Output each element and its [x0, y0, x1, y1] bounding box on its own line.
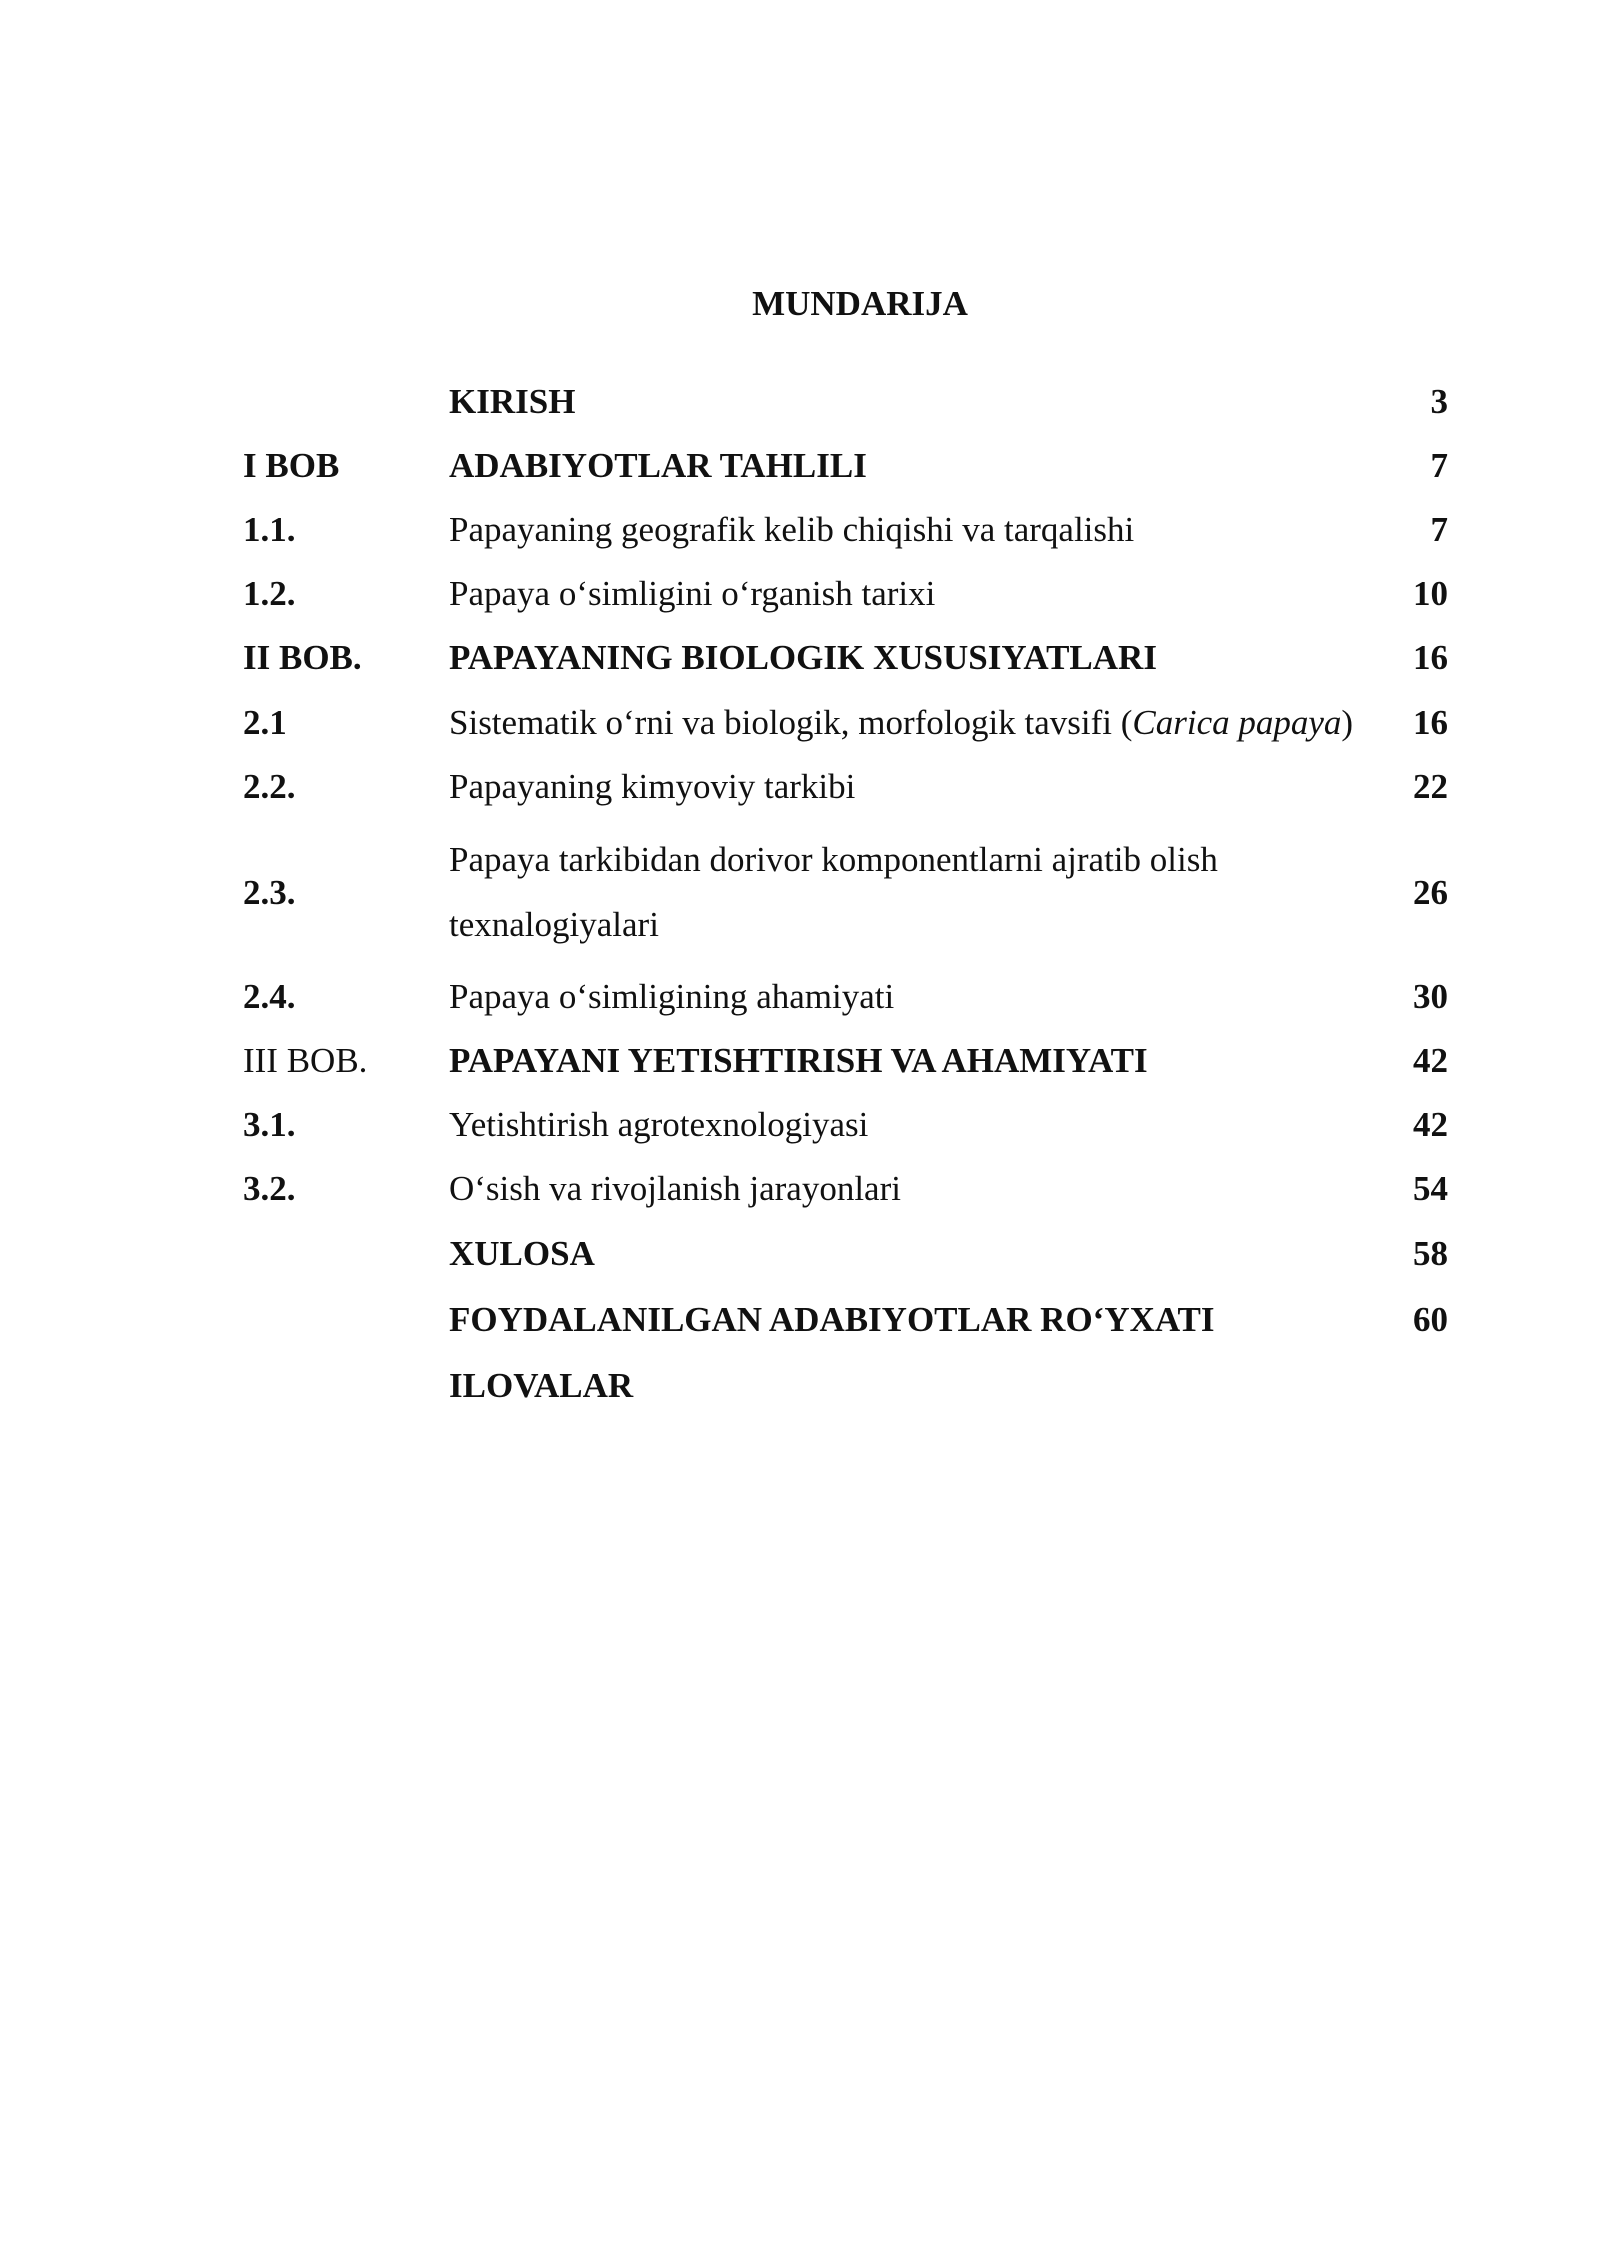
- toc-title: XULOSA: [449, 1234, 595, 1273]
- toc-number: III BOB.: [243, 1041, 368, 1080]
- page-title: MUNDARIJA: [752, 284, 968, 323]
- toc-title: Papaya o‘simligining ahamiyati: [449, 977, 895, 1016]
- toc-title: Papaya o‘simligini o‘rganish tarixi: [449, 574, 936, 613]
- toc-title: ADABIYOTLAR TAHLILI: [449, 446, 867, 485]
- toc-row: [243, 626, 1448, 690]
- toc-title: Papaya tarkibidan dorivor komponentlarni ajratib olish texnalogiyalari: [449, 840, 1218, 944]
- toc-row: [243, 965, 1448, 1029]
- toc-number: 2.3.: [243, 872, 296, 912]
- toc-title: Papayaning geografik kelib chiqishi va tarqalishi: [449, 510, 1135, 549]
- toc-number: 2.4.: [243, 977, 296, 1016]
- toc-page: 42: [1413, 1105, 1448, 1144]
- toc-title: ILOVALAR: [449, 1366, 634, 1405]
- table-of-contents: [243, 370, 1448, 1419]
- toc-number: 2.2.: [243, 767, 296, 806]
- toc-title: FOYDALANILGAN ADABIYOTLAR RO‘YXATI: [449, 1300, 1215, 1339]
- toc-page: 16: [1413, 638, 1448, 677]
- toc-page: 10: [1413, 574, 1448, 613]
- toc-row: [243, 1287, 1448, 1353]
- toc-page: 42: [1413, 1041, 1448, 1080]
- toc-number: 1.2.: [243, 574, 296, 613]
- toc-page: 60: [1413, 1300, 1448, 1339]
- toc-page: 22: [1413, 767, 1448, 806]
- toc-number: II BOB.: [243, 638, 362, 677]
- toc-number: I BOB: [243, 446, 340, 485]
- toc-row: [243, 1157, 1448, 1221]
- toc-page: 54: [1413, 1169, 1448, 1208]
- toc-number: 3.1.: [243, 1105, 296, 1144]
- toc-title: Papayaning kimyoviy tarkibi: [449, 767, 856, 806]
- toc-title: PAPAYANI YETISHTIRISH VA AHAMIYATI: [449, 1041, 1148, 1080]
- toc-row: [243, 690, 1448, 755]
- toc-number: 1.1.: [243, 510, 296, 549]
- toc-row: [243, 1029, 1448, 1093]
- toc-title-text: ): [1341, 703, 1354, 742]
- toc-row: [243, 370, 1448, 434]
- toc-title: O‘sish va rivojlanish jarayonlari: [449, 1169, 901, 1208]
- toc-page: 26: [1413, 872, 1448, 912]
- toc-row: [243, 755, 1448, 819]
- toc-row: [243, 498, 1448, 562]
- toc-row: [243, 1353, 1448, 1419]
- toc-page: 7: [1430, 510, 1448, 549]
- toc-title: KIRISH: [449, 382, 576, 421]
- toc-row: [243, 827, 1448, 957]
- toc-number: 3.2.: [243, 1169, 296, 1208]
- toc-title: Yetishtirish agrotexnologiyasi: [449, 1105, 869, 1144]
- toc-row: [243, 562, 1448, 626]
- toc-page: 58: [1413, 1234, 1448, 1273]
- toc-page: 30: [1413, 977, 1448, 1016]
- toc-title-species: Carica papaya: [1132, 703, 1342, 742]
- toc-row: [243, 1093, 1448, 1157]
- toc-page: 3: [1430, 382, 1448, 421]
- toc-page: 16: [1413, 703, 1448, 742]
- toc-title: [449, 690, 1549, 755]
- toc-row: [243, 1221, 1448, 1287]
- toc-page: 7: [1430, 446, 1448, 485]
- toc-row: [243, 434, 1448, 498]
- toc-title-text: Sistematik o‘rni va biologik, morfologik tavsifi (: [449, 703, 1133, 742]
- toc-number: 2.1: [243, 703, 287, 742]
- toc-title: PAPAYANING BIOLOGIK XUSUSIYATLARI: [449, 638, 1157, 677]
